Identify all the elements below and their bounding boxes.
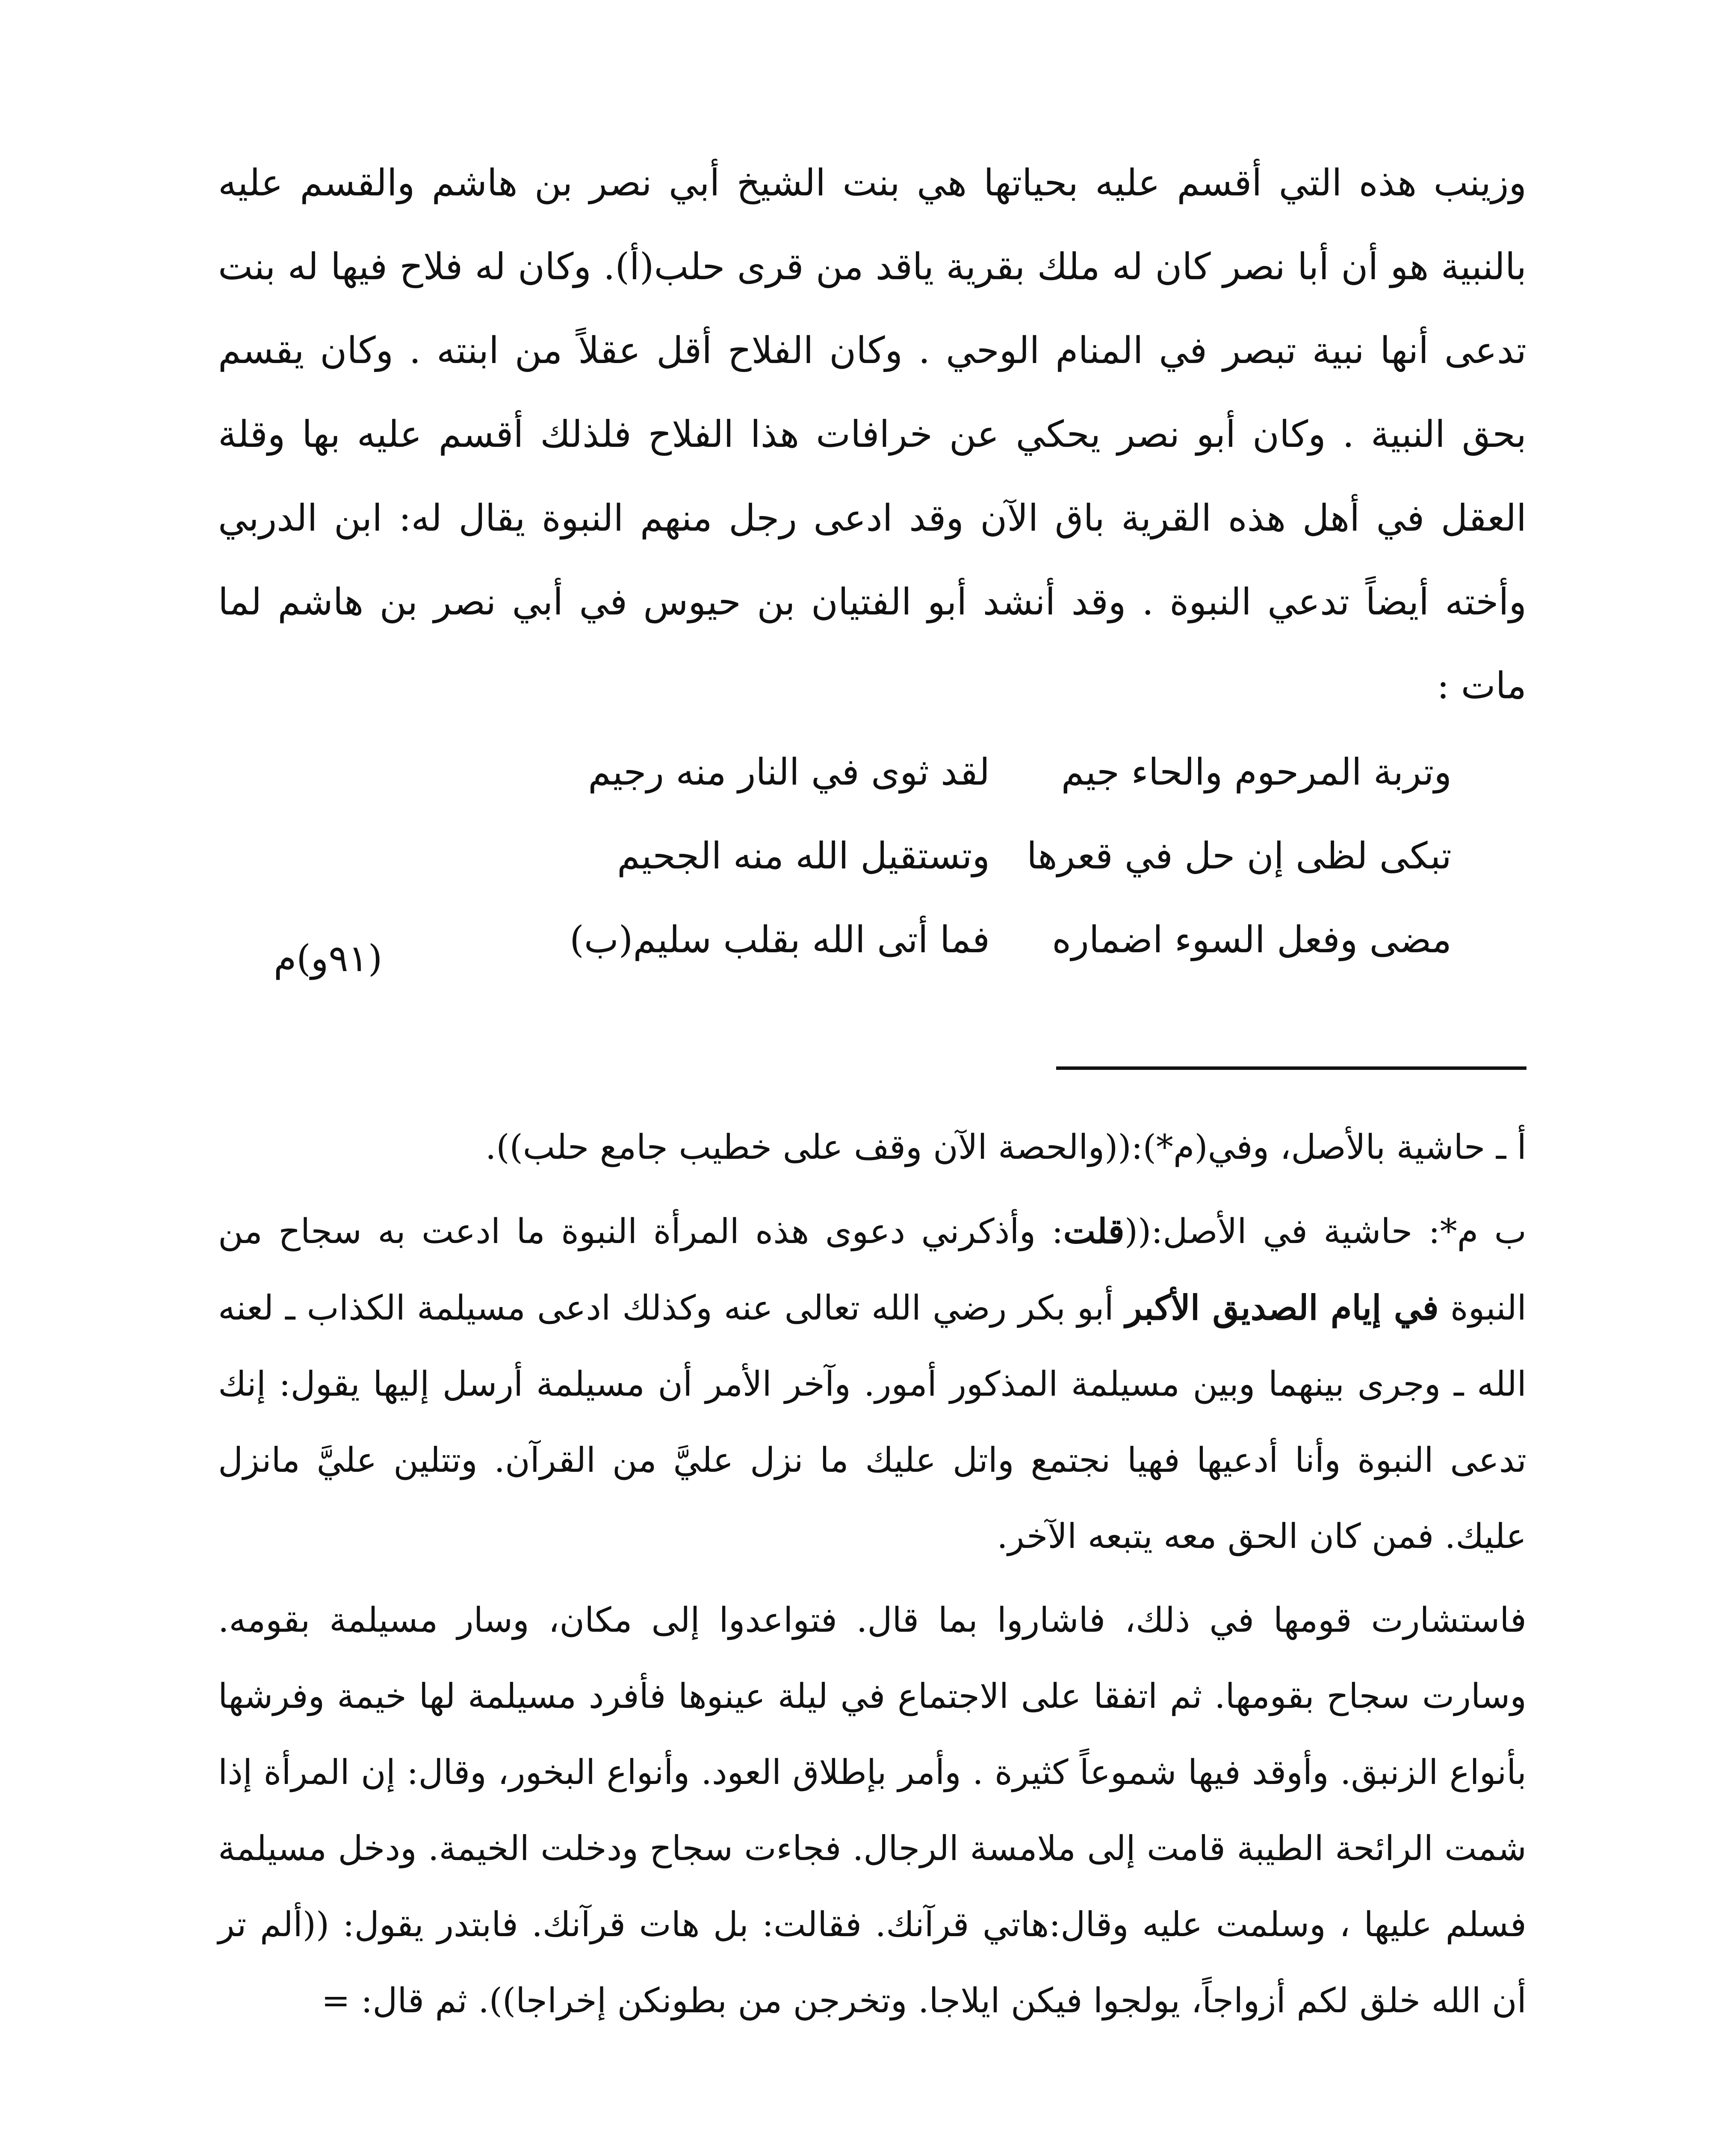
footnote-a: أ ـ حاشية بالأصل، وفي(م*):((والحصة الآن وقف على خطيب جامع حلب)). <box>485 1127 1526 1167</box>
footnote-continuation: فاستشارت قومها في ذلك، فاشاروا بما قال. فتواعدوا إلى مكان، وسار مسيلمة بقومه. وسارت سجاح بقومها. ثم اتفقا على الاجتماع في ليلة عينوها فأفرد مسيلمة لها خيمة وفرشها بأنواع الزنبق. وأوقد فيها شموعاً كثيرة . وأمر بإطلاق العود. وأنواع البخور، وقال: إن المرأة إذا شمت الرائحة الطيبة قامت إلى ملامسة الرجال. فجاءت سجاح ودخلت الخيمة. ودخل مسيلمة فسلم عليها ، وسلمت عليه وقال:هاتي قرآنك. فقالت: بل هات قرآنك. فابتدر يقول: ((ألم تر أن الله خلق لكم أزواجاً، يولجوا فيكن ايلاجا. وتخرجن من بطونكن إخراجا)). ثم قال: = <box>218 1600 1527 2020</box>
poem-block <box>554 730 1452 982</box>
footnote-b <box>218 1193 1526 1574</box>
poem-verse <box>554 898 1452 982</box>
verse-first-hemistich: وتربة المرحوم والحاء جيم <box>1061 751 1452 794</box>
verse-second-hemistich: فما أتى الله بقلب سليم(ب) <box>570 918 990 961</box>
main-paragraph: وزينب هذه التي أقسم عليه بحياتها هي بنت الشيخ أبي نصر بن هاشم والقسم عليه بالنبية هو أن أبا نصر كان له ملك بقرية ياقد من قرى حلب(أ). وكان له فلاح فيها له بنت تدعى أنها نبية تبصر في المنام الوحي . وكان الفلاح أقل عقلاً من ابنته . وكان يقسم بحق النبية . وكان أبو نصر يحكي عن خرافات هذا الفلاح فلذلك أقسم عليه بها وقلة العقل في أهل هذه القرية باق الآن وقد ادعى رجل منهم النبوة يقال له: ابن الدربي وأخته أيضاً تدعي النبوة . وقد أنشد أبو الفتيان بن حيوس في أبي نصر بن هاشم لما مات : <box>218 162 1526 707</box>
verse-first-hemistich: مضى وفعل السوء اضماره <box>1052 918 1452 961</box>
footnote-b-text-2: أبو بكر رضي الله تعالى عنه وكذلك ادعى مسيلمة الكذاب ـ لعنه الله ـ وجرى بينهما وبين مسيلمة المذكور أمور. وآخر الأمر أن مسيلمة أرسل إليها يقول: إنك تدعى النبوة وأنا أدعيها فهيا نجتمع واتل عليك ما نزل عليَّ من القرآن. وتتلين عليَّ مانزل عليك. فمن كان الحق معه يتبعه الآخر. <box>218 1288 1526 1556</box>
verse-second-hemistich: وتستقيل الله منه الجحيم <box>617 835 990 877</box>
poem-verse <box>554 814 1452 898</box>
verse-first-hemistich: تبكى لظى إن حل في قعرها <box>1027 835 1452 877</box>
footnote-b-bold-word: قلت <box>1063 1211 1125 1251</box>
footnotes-block <box>218 1109 1526 2046</box>
footnote-b-text-1: : وأذكرني دعوى هذه المرأة النبوة ما ادعت به سجاح من النبوة <box>218 1211 1527 1328</box>
footnote-b-lead: ب م*: حاشية في الأصل:(( <box>1124 1211 1526 1251</box>
footnote-b-bold-phrase: في إيام الصديق الأكبر <box>1125 1288 1439 1328</box>
verse-second-hemistich: لقد ثوى في النار منه رجيم <box>588 751 990 794</box>
folio-marker: (٩١و)م <box>274 937 383 980</box>
poem-verse <box>554 730 1452 814</box>
footnote-separator <box>1056 1066 1526 1070</box>
main-text-block <box>218 141 1526 728</box>
